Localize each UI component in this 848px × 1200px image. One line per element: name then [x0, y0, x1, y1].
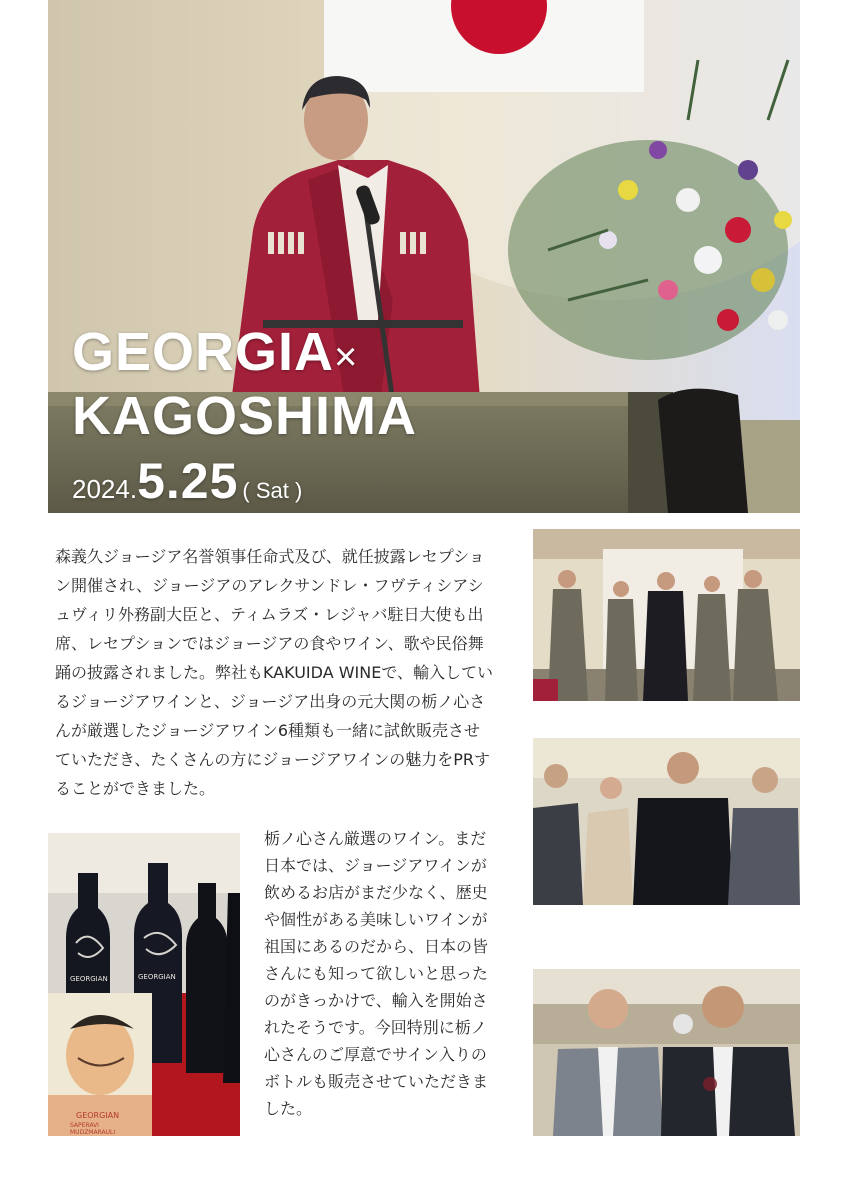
- two-men-photo: [533, 969, 800, 1136]
- hero-title-georgia: GEORGIA: [72, 322, 335, 382]
- hero-title-line1: [72, 322, 358, 387]
- wine-bottles-photo: [48, 833, 240, 1136]
- reception-guests-photo: [533, 738, 800, 905]
- booklet-line1: SAPERAVI: [70, 1122, 99, 1129]
- bottle-label-1: GEORGIAN: [70, 975, 108, 983]
- hero-title-cross: ×: [334, 335, 359, 379]
- bottle-label-2: GEORGIAN: [138, 973, 176, 981]
- event-date: [72, 452, 302, 510]
- event-date-year: 2024.: [72, 474, 138, 504]
- group-photo-dancers: [533, 529, 800, 701]
- event-date-weekday: ( Sat ): [242, 478, 303, 503]
- booklet-brand: GEORGIAN: [76, 1111, 120, 1120]
- hero-title-line2: KAGOSHIMA: [72, 386, 417, 446]
- article-paragraph-1: 森義久ジョージア名誉領事任命式及び、就任披露レセプション開催され、ジョージアのアレクサンドレ・フヴティシアシュヴィリ外務副大臣と、ティムラズ・レジャバ駐日大使も出席、レセプションではジョージアの食やワイン、歌や民俗舞踊の披露されました。弊社もKAKUIDA WINEで、輸入しているジョージアワインと、ジョージア出身の元大関の栃ノ心さんが厳選したジョージアワイン6種類も一緒に試飲販売させていただき、たくさんの方にジョージアワインの魅力をPRすることができました。: [55, 547, 494, 798]
- booklet-line2: MUDZMARAULI: [70, 1129, 116, 1136]
- article-paragraph-2: 栃ノ心さん厳選のワイン。まだ日本では、ジョージアワインが飲めるお店がまだ少なく、歴史や個性がある美味しいワインが祖国にあるのだから、日本の皆さんにも知って欲しいと思ったのがきっかけで、輸入を開始されたそうです。今回特別に栃ノ心さんのご厚意でサイン入りのボトルも販売させていただきました。: [264, 829, 489, 1118]
- event-date-month-day: 5.25: [137, 453, 239, 509]
